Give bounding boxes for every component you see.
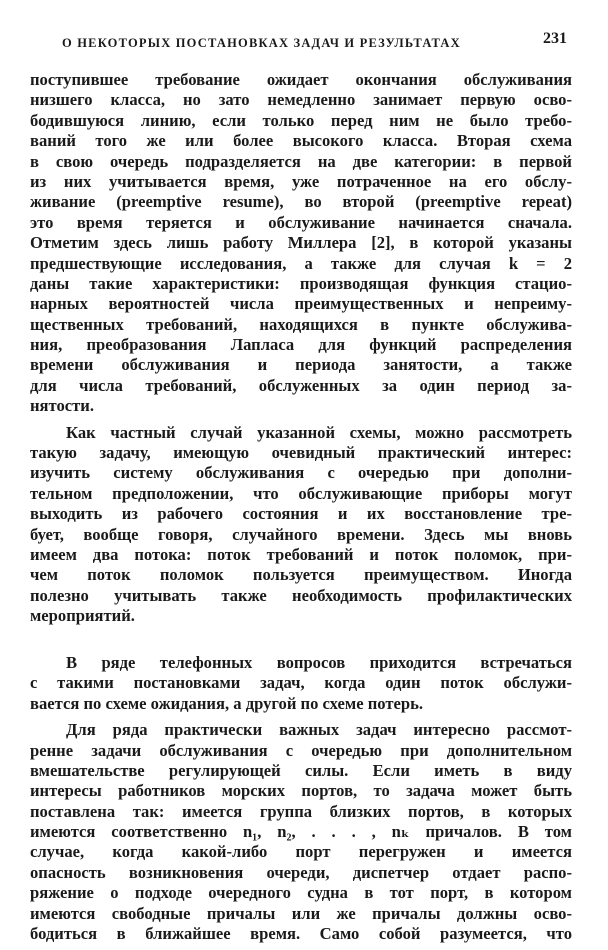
text-line: щественных требований, находящихся в пункте обслужива-: [30, 314, 572, 334]
text-line: имеются соответственно n₁, n₂, . . . , nₖ причалов. В том: [30, 822, 572, 842]
text-line: предшествующие исследования, а также для случая k = 2: [30, 253, 572, 273]
page-number: 231: [543, 30, 567, 47]
body-text: [30, 70, 572, 950]
text-line: низшего класса, но зато немедленно занимает первую осво-: [30, 90, 572, 110]
text-line: имеем два потока: поток требований и поток поломок, при-: [30, 544, 572, 564]
text-line: ния, преобразования Лапласа для функций распределения: [30, 335, 572, 355]
text-line: Для ряда практически важных задач интересно рассмот-: [66, 720, 572, 740]
paragraph: [30, 653, 572, 714]
text-line: Отметим здесь лишь работу Миллера [2], в которой указаны: [30, 233, 572, 253]
text-line: даны такие характеристики: производящая функция стацио-: [30, 273, 572, 293]
text-line: Как частный случай указанной схемы, можно рассмотреть: [66, 422, 572, 442]
running-title: О НЕКОТОРЫХ ПОСТАНОВКАХ ЗАДАЧ И РЕЗУЛЬТАТАХ: [62, 36, 461, 50]
text-line: бует, вообще говоря, случайного времени. Здесь мы вновь: [30, 524, 572, 544]
text-line: ваний того же или более высокого класса. Вторая схема: [30, 131, 572, 151]
text-line: ряжение о подходе очередного судна в тот порт, в котором: [30, 883, 572, 903]
text-line: нарных вероятностей числа преимущественных и непреиму-: [30, 294, 572, 314]
text-line: с такими постановками задач, когда один поток обслужи-: [30, 673, 572, 693]
text-line: случае, когда какой-либо порт перегружен и имеется: [30, 842, 572, 862]
text-line: нятости.: [30, 396, 94, 416]
text-line: бодиться в ближайшее время. Само собой разумеется, что: [30, 924, 572, 944]
text-line: живание (preemptive resume), во второй (preemptive repeat): [30, 192, 572, 212]
text-line: времени обслуживания и периода занятости, а также: [30, 355, 572, 375]
text-line: в свою очередь подразделяется на две категории: в первой: [30, 151, 572, 171]
text-line: такую задачу, имеющую очевидный практический интерес:: [30, 443, 572, 463]
text-line: В ряде телефонных вопросов приходится встречаться: [66, 652, 572, 672]
text-line: изучить систему обслуживания с очередью при дополни-: [30, 463, 572, 483]
text-line: тельном предположении, что обслуживающие приборы могут: [30, 483, 572, 503]
text-line: бодившуюся линию, если только перед ним не было требо-: [30, 110, 572, 130]
text-line: из них учитывается время, уже потраченное на его обслу-: [30, 171, 572, 191]
text-line: поставлена так: имеется группа близких портов, в которых: [30, 801, 572, 821]
text-line: имеются свободные причалы или же причалы должны осво-: [30, 903, 572, 923]
paragraph: [30, 720, 572, 944]
text-line: выходить из рабочего состояния и их восстановление тре-: [30, 504, 572, 524]
text-line: интересы работников морских портов, то задача может быть: [30, 781, 572, 801]
text-line: опасность возникновения очереди, диспетчер отдает распо-: [30, 862, 572, 882]
text-line: [30, 627, 572, 647]
text-line: полезно учитывать также необходимость профилактических: [30, 585, 572, 605]
text-line: поступившее требование ожидает окончания обслуживания: [30, 70, 572, 89]
text-line: для числа требований, обслуженных за один период за-: [30, 375, 572, 395]
text-line: вается по схеме ожидания, а другой по схеме потерь.: [30, 693, 424, 713]
text-line: вмешательстве регулирующей силы. Если иметь в виду: [30, 760, 572, 780]
paragraph: [30, 423, 572, 647]
text-line: ренне задачи обслуживания с очередью при дополнительном: [30, 740, 572, 760]
text-line: чем поток поломок пользуется преимуществом. Иногда: [30, 565, 572, 585]
text-line: мероприятий.: [30, 606, 135, 626]
paragraph: [30, 70, 572, 417]
text-line: это время теряется и обслуживание начинается сначала.: [30, 212, 572, 232]
